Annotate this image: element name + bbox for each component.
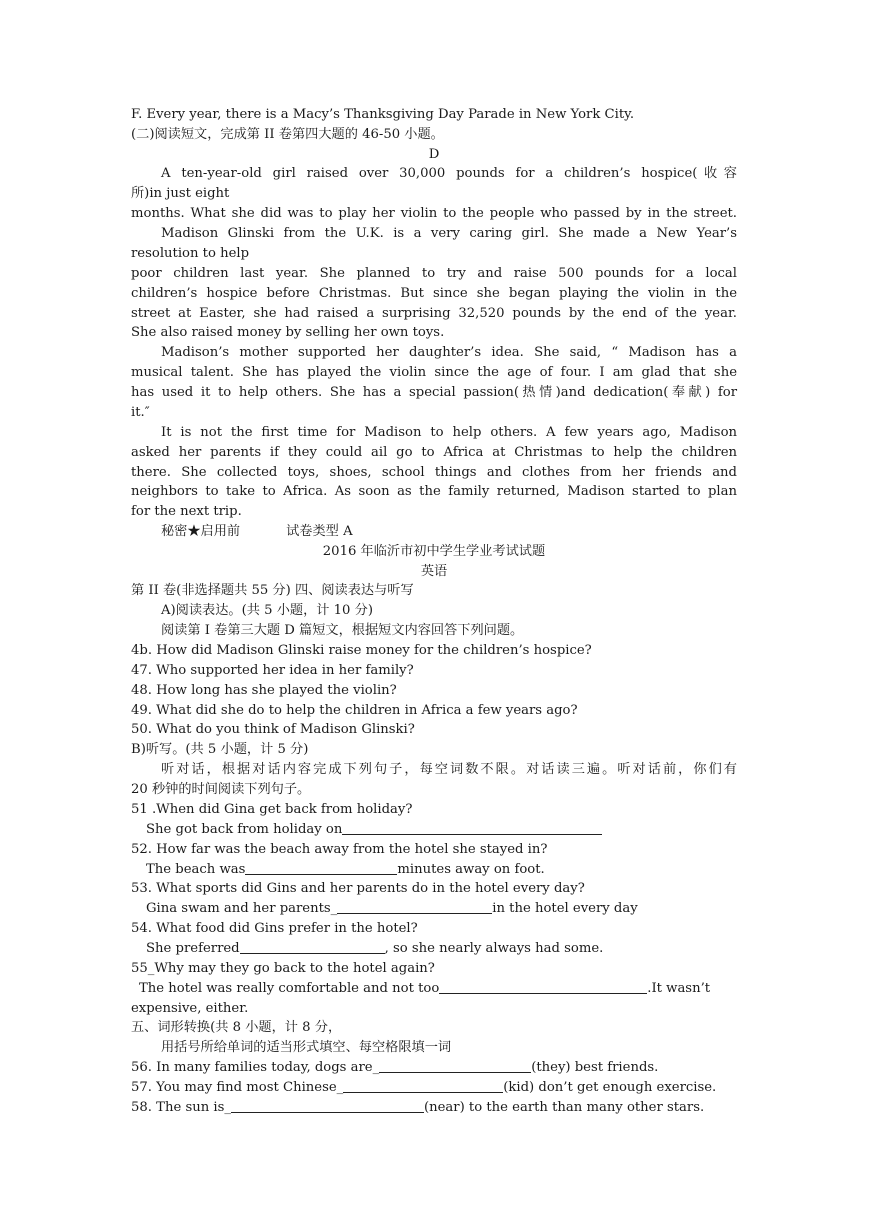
exam-subject: 英语 xyxy=(420,564,448,579)
question-46: 4b. How did Madison Glinski raise money for the children’s hospice? xyxy=(131,643,592,658)
question-54: 54. What food did Gins prefer in the hotel? xyxy=(131,921,418,936)
answer-55: The hotel was really comfortable and not too .It wasn’t xyxy=(139,981,711,996)
passage-para-3: it.″ xyxy=(131,405,150,420)
question-51: 51 .When did Gina get back from holiday? xyxy=(131,802,413,817)
passage-para-1: 所)in just eight xyxy=(131,186,230,201)
passage-para-2: children’s hospice before Christmas. But since she began playing the violin in the xyxy=(131,286,737,301)
answer-52: The beach was minutes away on foot. xyxy=(146,862,545,877)
answer-blank[interactable] xyxy=(379,1058,531,1073)
exam-title: 2016 年临沂市初中学生学业考试试题 xyxy=(322,544,546,559)
question-57: 57. You may find most Chinese_ (kid) don’t get enough exercise. xyxy=(131,1080,717,1095)
passage-para-3: musical talent. She has played the violin since the age of four. I am glad that she xyxy=(131,365,737,380)
secret-label: 秘密★启用前 试卷类型 A xyxy=(161,524,353,539)
question-56: 56. In many families today, dogs are_ (they) best friends. xyxy=(131,1060,659,1075)
passage-para-2: poor children last year. She planned to try and raise 500 pounds for a local xyxy=(131,266,737,281)
answer-blank[interactable] xyxy=(245,860,397,875)
answer-51: She got back from holiday on xyxy=(146,820,752,840)
passage-para-2: street at Easter, she had raised a surprising 32,520 pounds by the end of the year. xyxy=(131,306,737,321)
section-five-heading: 五、词形转换(共 8 小题，计 8 分， xyxy=(131,1020,342,1035)
question-50: 50. What do you think of Madison Glinski? xyxy=(131,722,415,737)
part-ii-heading: 第 II 卷(非选择题共 55 分) 四、阅读表达与听写 xyxy=(131,583,414,598)
section-a-heading: A)阅读表达。(共 5 小题，计 10 分) xyxy=(161,603,373,618)
question-49: 49. What did she do to help the children in Africa a few years ago? xyxy=(131,703,578,718)
answer-blank[interactable] xyxy=(439,979,647,994)
answer-blank[interactable] xyxy=(337,899,492,914)
passage-para-2: She also raised money by selling her own toys. xyxy=(131,325,445,340)
section-heading-reading: (二)阅读短文，完成第 II 卷第四大题的 46-50 小题。 xyxy=(131,127,444,142)
passage-para-1: months. What she did was to play her violin to the people who passed by in the street. xyxy=(131,206,737,221)
passage-para-4: for the next trip. xyxy=(131,504,242,519)
question-55: 55_Why may they go back to the hotel again? xyxy=(131,961,435,976)
passage-para-4: there. She collected toys, shoes, school things and clothes from her friends and xyxy=(131,465,737,480)
answer-54: She preferred , so she nearly always had some. xyxy=(146,941,604,956)
passage-para-4: It is not the first time for Madison to help others. A few years ago, Madison xyxy=(161,425,737,440)
section-b-instructions: 20 秒钟的时间阅读下列句子。 xyxy=(131,782,311,797)
question-47: 47. Who supported her idea in her family? xyxy=(131,663,414,678)
passage-para-3: has used it to help others. She has a special passion(热情)and dedication(奉献) for xyxy=(131,385,737,400)
question-52: 52. How far was the beach away from the hotel she stayed in? xyxy=(131,842,548,857)
statement-f: F. Every year, there is a Macy’s Thanksgiving Day Parade in New York City. xyxy=(131,107,635,122)
passage-para-2: Madison Glinski from the U.K. is a very caring girl. She made a New Year’s xyxy=(161,226,737,241)
section-five-instructions: 用括号所给单词的适当形式填空、每空格限填一词 xyxy=(161,1040,452,1055)
passage-para-2: resolution to help xyxy=(131,246,250,261)
section-a-instructions: 阅读第 I 卷第三大题 D 篇短文，根据短文内容回答下列问题。 xyxy=(161,623,524,638)
passage-para-3: Madison’s mother supported her daughter’s idea. She said, “ Madison has a xyxy=(161,345,737,360)
passage-label-d: D xyxy=(428,147,440,162)
question-58: 58. The sun is_ (near) to the earth than many other stars. xyxy=(131,1100,705,1115)
answer-53: Gina swam and her parents_ in the hotel every day xyxy=(146,901,638,916)
answer-blank[interactable] xyxy=(342,820,602,835)
passage-para-1: A ten-year-old girl raised over 30,000 pounds for a children’s hospice(收容 xyxy=(161,166,737,181)
answer-blank[interactable] xyxy=(343,1078,503,1093)
section-b-instructions: 听对话，根据对话内容完成下列句子，每空词数不限。对话读三遍。听对话前，你们有 xyxy=(161,762,737,777)
section-b-heading: B)听写。(共 5 小题，计 5 分) xyxy=(131,742,309,757)
question-48: 48. How long has she played the violin? xyxy=(131,683,397,698)
answer-blank[interactable] xyxy=(231,1098,424,1113)
answer-55: expensive, either. xyxy=(131,1001,249,1016)
passage-para-4: neighbors to take to Africa. As soon as the family returned, Madison started to plan xyxy=(131,484,737,499)
question-53: 53. What sports did Gins and her parents do in the hotel every day? xyxy=(131,881,585,896)
passage-para-4: asked her parents if they could ail go to Africa at Christmas to help the children xyxy=(131,445,737,460)
answer-blank[interactable] xyxy=(240,939,385,954)
